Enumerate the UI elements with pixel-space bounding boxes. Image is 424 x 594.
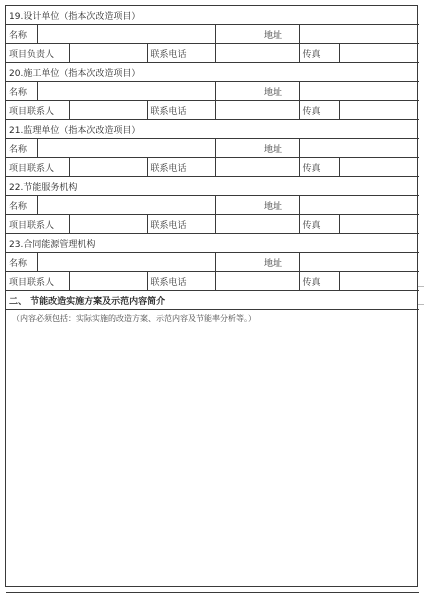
address-label: 地址 bbox=[261, 25, 299, 44]
name-label: 名称 bbox=[6, 82, 37, 101]
fax-label: 传真 bbox=[299, 158, 339, 177]
phone-label: 联系电话 bbox=[147, 44, 215, 63]
address-label: 地址 bbox=[261, 82, 299, 101]
phone-label: 联系电话 bbox=[147, 158, 215, 177]
part2-content-area[interactable] bbox=[6, 310, 419, 593]
part2-note: （内容必须包括：实际实施的改造方案、示范内容及节能率分析等。） bbox=[12, 314, 256, 323]
fax-label: 传真 bbox=[299, 215, 339, 234]
address-field[interactable] bbox=[299, 253, 419, 272]
name-field[interactable] bbox=[37, 82, 215, 101]
address-label bbox=[215, 139, 261, 158]
margin-mark bbox=[418, 286, 424, 301]
phone-field[interactable] bbox=[215, 215, 299, 234]
address-label bbox=[215, 196, 261, 215]
fax-field[interactable] bbox=[339, 158, 419, 177]
address-label: 地址 bbox=[261, 139, 299, 158]
person-label: 项目负责人 bbox=[6, 44, 69, 63]
address-field[interactable] bbox=[299, 82, 419, 101]
section-title: 23.合同能源管理机构 bbox=[6, 234, 419, 253]
address-field[interactable] bbox=[299, 139, 419, 158]
section-title: 21.监理单位（指本次改造项目） bbox=[6, 120, 419, 139]
address-field[interactable] bbox=[299, 25, 419, 44]
phone-label: 联系电话 bbox=[147, 272, 215, 291]
fax-label: 传真 bbox=[299, 44, 339, 63]
address-label bbox=[215, 82, 261, 101]
phone-field[interactable] bbox=[215, 158, 299, 177]
fax-field[interactable] bbox=[339, 44, 419, 63]
phone-label: 联系电话 bbox=[147, 101, 215, 120]
person-label: 项目联系人 bbox=[6, 158, 69, 177]
person-label: 项目联系人 bbox=[6, 272, 69, 291]
name-field[interactable] bbox=[37, 139, 215, 158]
fax-label: 传真 bbox=[299, 272, 339, 291]
section-title: 19.设计单位（指本次改造项目） bbox=[6, 6, 419, 25]
phone-field[interactable] bbox=[215, 101, 299, 120]
section-title: 22.节能服务机构 bbox=[6, 177, 419, 196]
section-title: 20.施工单位（指本次改造项目） bbox=[6, 63, 419, 82]
name-field[interactable] bbox=[37, 196, 215, 215]
margin-mark bbox=[418, 304, 424, 319]
name-field[interactable] bbox=[37, 25, 215, 44]
address-label bbox=[215, 253, 261, 272]
person-field[interactable] bbox=[69, 158, 147, 177]
person-field[interactable] bbox=[69, 44, 147, 63]
fax-field[interactable] bbox=[339, 215, 419, 234]
phone-field[interactable] bbox=[215, 44, 299, 63]
name-label: 名称 bbox=[6, 139, 37, 158]
person-field[interactable] bbox=[69, 215, 147, 234]
address-label bbox=[215, 25, 261, 44]
project-info-form bbox=[5, 5, 418, 587]
phone-field[interactable] bbox=[215, 272, 299, 291]
name-field[interactable] bbox=[37, 253, 215, 272]
address-field[interactable] bbox=[299, 196, 419, 215]
fax-label: 传真 bbox=[299, 101, 339, 120]
person-field[interactable] bbox=[69, 101, 147, 120]
form-table bbox=[6, 6, 419, 593]
fax-field[interactable] bbox=[339, 101, 419, 120]
person-label: 项目联系人 bbox=[6, 215, 69, 234]
phone-label: 联系电话 bbox=[147, 215, 215, 234]
fax-field[interactable] bbox=[339, 272, 419, 291]
address-label: 地址 bbox=[261, 196, 299, 215]
name-label: 名称 bbox=[6, 25, 37, 44]
part2-heading: 二、 节能改造实施方案及示范内容简介 bbox=[6, 291, 419, 310]
name-label: 名称 bbox=[6, 196, 37, 215]
name-label: 名称 bbox=[6, 253, 37, 272]
person-label: 项目联系人 bbox=[6, 101, 69, 120]
address-label: 地址 bbox=[261, 253, 299, 272]
person-field[interactable] bbox=[69, 272, 147, 291]
